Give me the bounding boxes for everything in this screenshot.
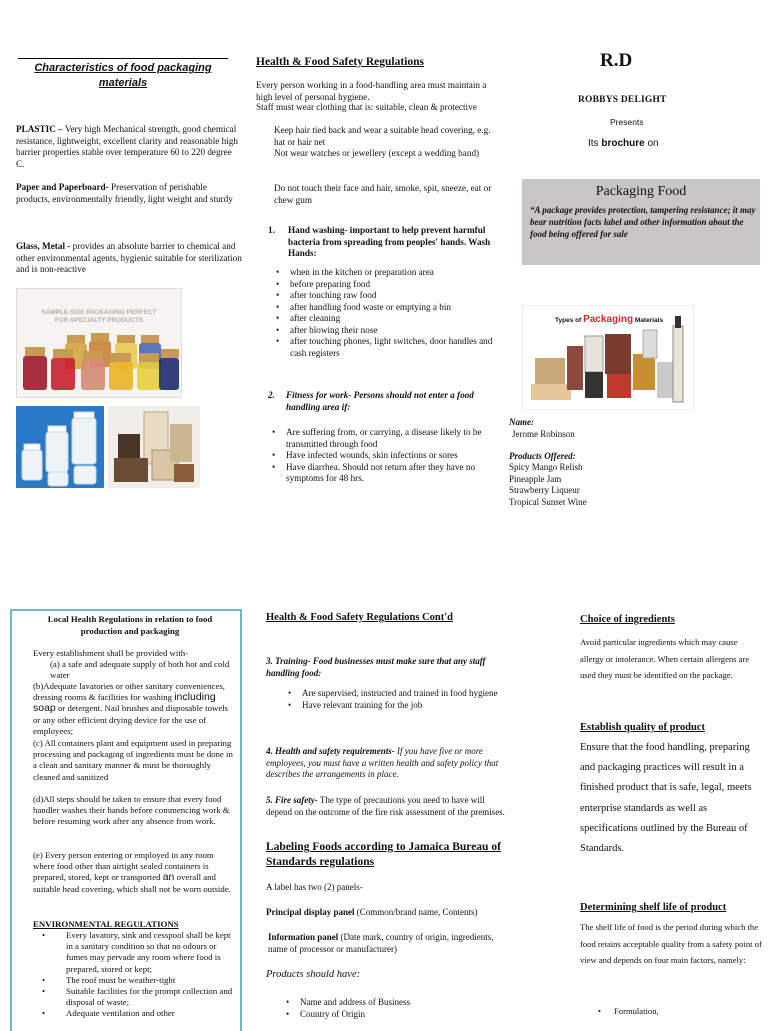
training-list bbox=[284, 688, 506, 711]
health-safety-requirements bbox=[266, 746, 506, 781]
item-e-pre: (e) Every person entering or employed in any room where food other than airtight sealed containers is prepared, stored, kept or transported bbox=[33, 850, 214, 883]
list-item: • Have diarrhea. Should not return after they have no symptoms for 48 hrs. bbox=[268, 462, 494, 485]
list-item: • Are suffering from, or carrying, a disease likely to be transmitted through food bbox=[268, 427, 494, 450]
item-a: (a) a safe and adequate supply of both hot and cold water bbox=[50, 659, 230, 681]
information-panel bbox=[268, 932, 508, 955]
handwashing-heading-text: Hand washing- important to help prevent harmful bacteria from spreading from peoples' hands bbox=[288, 225, 486, 247]
list-item: • after touching phones, light switches, door handles and cash registers bbox=[272, 336, 494, 359]
glass-heading: Glass, Metal - bbox=[16, 241, 71, 251]
jars-illustration bbox=[17, 319, 181, 399]
list-item: • Name and address of Business bbox=[282, 997, 522, 1009]
packaging-types-illustration bbox=[523, 306, 693, 409]
choice-text: Avoid particular ingredients which may cause allergy or intolerance. When certain allergens are used they must be identified on the package. bbox=[580, 637, 750, 680]
information-panel-head: Information panel bbox=[268, 932, 339, 942]
watches-text: Not wear watches or jewellery (except a wedding band) bbox=[274, 148, 480, 158]
product-item: Spicy Mango Relish bbox=[509, 462, 583, 472]
hair-text: Keep hair tied back and wear a suitable head covering, e.g. hat or hair net bbox=[274, 125, 491, 147]
brochure-line bbox=[588, 138, 659, 149]
clothing-text: Staff must wear clothing that is: suitable, clean & protective bbox=[256, 102, 477, 112]
list-item: • when in the kitchen or preparation area bbox=[272, 267, 494, 279]
packaging-food-title: Packaging Food bbox=[595, 184, 687, 199]
paper-paragraph bbox=[16, 182, 242, 205]
information-panel-text: (Date mark, country of origin, ingredients, name of processor or manufacturer) bbox=[268, 932, 494, 954]
training-heading: 3. Training- Food businesses must make sure that any staff handling food: bbox=[266, 656, 486, 678]
list-item: • Adequate ventilation and other bbox=[38, 1008, 234, 1019]
fire-safety-head: 5. Fire safety- bbox=[266, 795, 318, 805]
choice-title: Choice of ingredients bbox=[580, 614, 675, 625]
list-item: • Suitable facilities for the prompt collection and disposal of waste; bbox=[38, 986, 234, 1008]
quality-text: Ensure that the food handling, preparing and packaging practices will result in a finished product that is safe, legal, meets enterprise standards as well as specifications outlined by the Bureau of Standards. bbox=[580, 742, 752, 855]
company-name: ROBBYS DELIGHT bbox=[578, 95, 667, 105]
item-e-emphasis: an bbox=[162, 871, 175, 884]
paper-heading: Paper and Paperboard- bbox=[16, 182, 109, 192]
shelf-life-list bbox=[594, 1003, 762, 1020]
environmental-list bbox=[38, 930, 234, 1020]
name-label: Name: bbox=[509, 417, 534, 427]
regulations-contd-title: Health & Food Safety Regulations Cont'd bbox=[266, 612, 453, 623]
handwashing-list bbox=[272, 267, 494, 359]
list-item: • The roof must be weather-tight bbox=[38, 975, 234, 986]
characteristics-title: Characteristics of food packaging materials bbox=[18, 58, 228, 91]
shelf-life-title: Determining shelf life of product bbox=[580, 902, 727, 913]
brochure-text: brochure bbox=[601, 138, 645, 149]
item-c: (c) All containers plant and equipment used in preparing processing and packaging of ingredients must be done in a clean and sanitary manner & must be thoroughly cleaned and sanitized bbox=[33, 738, 233, 782]
list-item: • Have relevant training for the job bbox=[284, 700, 506, 712]
list-item: • after handling food waste or emptying a bin bbox=[272, 302, 494, 314]
jars-caption-line1: SAMPLE-SIZE PACKAGING PERFECT bbox=[41, 309, 157, 316]
list-item: • Have infected wounds, skin infections or sores bbox=[268, 450, 494, 462]
on-text: on bbox=[647, 138, 659, 149]
products-should-list bbox=[282, 997, 522, 1020]
list-item: • Country of Origin bbox=[282, 1009, 522, 1021]
handwashing-heading bbox=[268, 225, 494, 260]
item-e-post: overall and suitable head covering, which shall not be worn outside. bbox=[33, 872, 231, 894]
glass-paragraph bbox=[16, 241, 242, 276]
list-item: • Every lavatory, sink and cesspool shall be kept in a sanitary condition so that no odours or fumes may pervade any room where food is prepared, stored or kept; bbox=[38, 930, 234, 975]
packaging-food-quote: “A package provides protection, tampering resistance; it may bear nutrition facts label and other information about the food being offered for sale bbox=[530, 205, 756, 239]
food-packages-illustration bbox=[108, 406, 200, 488]
types-suffix: Materials bbox=[634, 317, 664, 324]
fitness-list bbox=[268, 427, 494, 485]
products-should-have: Products should have: bbox=[266, 969, 361, 980]
environmental-title: ENVIRONMENTAL REGULATIONS bbox=[33, 919, 179, 929]
product-item: Tropical Sunset Wine bbox=[509, 496, 587, 507]
plastic-jars-image bbox=[16, 406, 104, 488]
presents-text: Presents bbox=[610, 117, 644, 127]
shelf-life-text: The shelf life of food is the period during which the food retains acceptable quality from a safety point of view and depends on four main factors, namely: bbox=[580, 922, 762, 965]
types-word: Packaging bbox=[583, 314, 634, 325]
list-item: • after blowing their nose bbox=[272, 325, 494, 337]
principal-panel-head: Principal display panel bbox=[266, 907, 355, 917]
spice-jars-image bbox=[16, 288, 182, 398]
plastic-paragraph bbox=[16, 124, 242, 170]
item-b bbox=[33, 681, 233, 737]
its-text: Its bbox=[588, 138, 599, 149]
fire-safety bbox=[266, 795, 506, 818]
local-regulations-title: Local Health Regulations in relation to food production and packaging bbox=[47, 614, 213, 636]
handwashing-tail: . Wash Hands: bbox=[288, 236, 491, 258]
list-item: • Formulation, bbox=[594, 1003, 762, 1020]
list-item: • before preparing food bbox=[272, 279, 494, 291]
fitness-number: 2. bbox=[268, 390, 275, 400]
item-b-post: or detergent. Nail brushes and disposable towels or any other efficient drying device for the use of employees; bbox=[33, 703, 229, 736]
intro-text: Every person working in a food-handling area must maintain a high level of personal hygiene. bbox=[256, 80, 487, 102]
brand-logo-text: R.D bbox=[600, 50, 633, 71]
product-item: Strawberry Liqueur bbox=[509, 485, 580, 495]
health-safety-text: If you have five or more employees, you must have a written health and safety policy that describes the arrangements in place. bbox=[266, 746, 499, 779]
paper-text: Preservation of perishable products, environmentally friendly, light weight and sturdy bbox=[16, 182, 233, 204]
products-label: Products Offered: bbox=[509, 451, 576, 461]
food-packages-image bbox=[108, 406, 200, 488]
fitness-heading-text: Fitness for work- Persons should not enter a food handling area if: bbox=[286, 390, 474, 412]
types-prefix: Types of bbox=[555, 317, 582, 324]
panels-text: A label has two (2) panels- bbox=[266, 882, 363, 892]
glass-text: provides an absolute barrier to chemical and other environmental agents, hygienic suitable for sterilization and is non-reactive bbox=[16, 241, 242, 274]
list-item: • after cleaning bbox=[272, 313, 494, 325]
list-item: • after touching raw food bbox=[272, 290, 494, 302]
item-b-pre: (b)Adequate lavatories or other sanitary conveniences, dressing rooms & facilities for washing bbox=[33, 681, 225, 703]
touch-text: Do not touch their face and hair, smoke, spit, sneeze, eat or chew gum bbox=[274, 183, 492, 205]
item-b-emphasis: including soap bbox=[33, 691, 216, 715]
quality-title: Establish quality of product bbox=[580, 722, 705, 733]
health-safety-title: Health & Food Safety Regulations bbox=[256, 56, 425, 68]
product-item: Pineapple Jam bbox=[509, 473, 562, 484]
list-item: • Are supervised, instructed and trained in food hygiene bbox=[284, 688, 506, 700]
fire-safety-text: The type of precautions you need to have will depend on the outcome of the fire risk assessment of the premises. bbox=[266, 795, 505, 817]
plastic-text: Very high Mechanical strength, good chemical resistance, lightweight, excellent clarity and reasonable high barrier properties stable over temperature 60 to 220 degree C. bbox=[16, 124, 238, 169]
name-value: Jerome Robinson bbox=[512, 429, 575, 439]
plastic-jars-illustration bbox=[16, 406, 104, 488]
packaging-types-image bbox=[522, 305, 694, 410]
handwashing-number: 1. bbox=[268, 225, 275, 235]
establishment-intro: Every establishment shall be provided with- bbox=[33, 648, 189, 658]
labeling-title: Labeling Foods according to Jamaica Bureau of Standards regulations bbox=[266, 841, 501, 868]
principal-panel-text: (Common/brand name, Contents) bbox=[354, 907, 478, 917]
health-safety-head: 4. Health and safety requirements- bbox=[266, 746, 395, 756]
item-d: (d)All steps should be taken to ensure that every food handler washes their hands before commencing work & before resuming work after any absence from work. bbox=[33, 794, 230, 827]
principal-panel bbox=[266, 907, 506, 919]
jars-caption-line2: FOR SPECIALTY PRODUCTS bbox=[54, 317, 144, 324]
item-e bbox=[33, 850, 233, 895]
fitness-heading bbox=[268, 390, 494, 413]
plastic-heading: PLASTIC – bbox=[16, 124, 63, 134]
